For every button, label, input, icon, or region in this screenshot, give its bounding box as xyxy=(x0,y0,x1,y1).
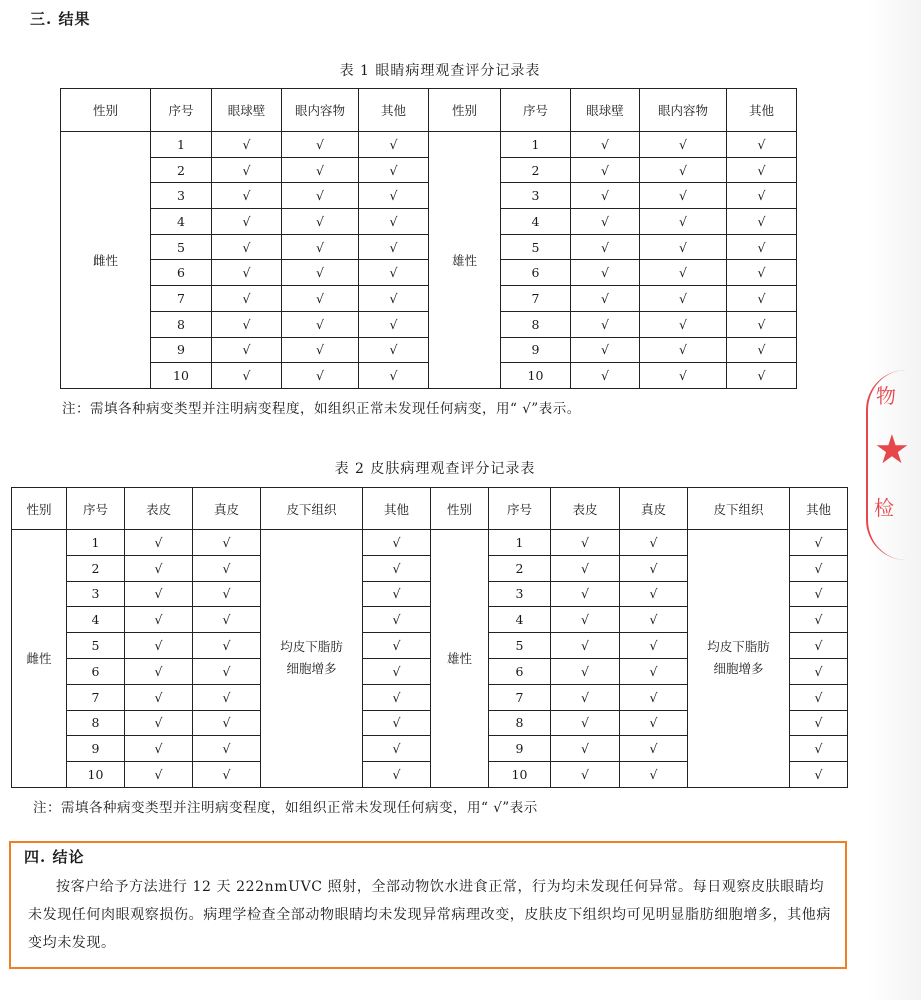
table2-header-epidermis: 表皮 xyxy=(125,488,193,530)
table1-header-no: 序号 xyxy=(151,89,212,132)
table2-header-no: 序号 xyxy=(489,488,551,530)
check-cell: √ xyxy=(282,234,359,260)
table1-header-eye-contents: 眼内容物 xyxy=(282,89,359,132)
seal-char-bottom: 检 xyxy=(874,496,894,520)
row-number-cell: 4 xyxy=(151,209,212,235)
check-cell: √ xyxy=(640,260,727,286)
sex-cell: 雌性 xyxy=(61,132,151,389)
table1-header-sex: 性别 xyxy=(429,89,501,132)
row-number-cell: 9 xyxy=(489,736,551,762)
check-cell: √ xyxy=(727,209,797,235)
check-cell: √ xyxy=(282,286,359,312)
check-cell: √ xyxy=(363,658,431,684)
check-cell: √ xyxy=(551,555,620,581)
check-cell: √ xyxy=(640,157,727,183)
check-cell: √ xyxy=(551,633,620,659)
check-cell: √ xyxy=(620,684,688,710)
row-number-cell: 3 xyxy=(67,581,125,607)
row-number-cell: 8 xyxy=(151,311,212,337)
check-cell: √ xyxy=(790,658,848,684)
check-cell: √ xyxy=(790,633,848,659)
row-number-cell: 4 xyxy=(501,209,571,235)
row-number-cell: 1 xyxy=(151,132,212,158)
check-cell: √ xyxy=(125,530,193,556)
check-cell: √ xyxy=(551,581,620,607)
check-cell: √ xyxy=(571,234,640,260)
check-cell: √ xyxy=(193,581,261,607)
check-cell: √ xyxy=(193,710,261,736)
row-number-cell: 3 xyxy=(489,581,551,607)
check-cell: √ xyxy=(193,684,261,710)
check-cell: √ xyxy=(212,183,282,209)
check-cell: √ xyxy=(363,762,431,788)
check-cell: √ xyxy=(363,736,431,762)
check-cell: √ xyxy=(282,363,359,389)
check-cell: √ xyxy=(212,157,282,183)
table2-caption: 表 2 皮肤病理观查评分记录表 xyxy=(334,461,536,477)
check-cell: √ xyxy=(125,684,193,710)
check-cell: √ xyxy=(727,286,797,312)
table2-header-row xyxy=(12,488,848,530)
check-cell: √ xyxy=(620,581,688,607)
check-cell: √ xyxy=(125,710,193,736)
table2-note: 注：需填各种病变类型并注明病变程度，如组织正常未发现任何病变，用“ √”表示 xyxy=(33,800,538,816)
check-cell: √ xyxy=(359,234,429,260)
check-cell: √ xyxy=(790,581,848,607)
check-cell: √ xyxy=(193,607,261,633)
row-number-cell: 9 xyxy=(67,736,125,762)
check-cell: √ xyxy=(620,710,688,736)
check-cell: √ xyxy=(640,209,727,235)
check-cell: √ xyxy=(359,157,429,183)
check-cell: √ xyxy=(359,337,429,363)
check-cell: √ xyxy=(282,209,359,235)
check-cell: √ xyxy=(551,710,620,736)
check-cell: √ xyxy=(193,736,261,762)
row-number-cell: 10 xyxy=(151,363,212,389)
check-cell: √ xyxy=(790,710,848,736)
conclusion-heading: 四. 结论 xyxy=(24,848,85,866)
check-cell: √ xyxy=(193,762,261,788)
row-number-cell: 2 xyxy=(67,555,125,581)
check-cell: √ xyxy=(571,363,640,389)
sex-cell: 雄性 xyxy=(429,132,501,389)
check-cell: √ xyxy=(193,658,261,684)
check-cell: √ xyxy=(620,530,688,556)
check-cell: √ xyxy=(551,762,620,788)
conclusion-text: 按客户给予方法进行 12 天 222nmUVC 照射，全部动物饮水进食正常，行为均未发现任何异常。每日观察皮肤眼睛均未发现任何肉眼观察损伤。病理学检查全部动物眼睛均未发现异常病理改变，皮肤皮下组织均可见明显脂肪细胞增多，其他病变均未发现。 xyxy=(28,879,831,951)
row-number-cell: 1 xyxy=(67,530,125,556)
check-cell: √ xyxy=(727,337,797,363)
row-number-cell: 10 xyxy=(501,363,571,389)
check-cell: √ xyxy=(282,183,359,209)
check-cell: √ xyxy=(620,555,688,581)
table1-header-row xyxy=(61,89,797,132)
row-number-cell: 2 xyxy=(501,157,571,183)
check-cell: √ xyxy=(571,209,640,235)
check-cell: √ xyxy=(359,363,429,389)
check-cell: √ xyxy=(571,157,640,183)
row-number-cell: 9 xyxy=(151,337,212,363)
row-number-cell: 10 xyxy=(489,762,551,788)
row-number-cell: 10 xyxy=(67,762,125,788)
check-cell: √ xyxy=(212,260,282,286)
eye-pathology-table xyxy=(60,88,797,389)
table2-header-sex: 性别 xyxy=(12,488,67,530)
check-cell: √ xyxy=(640,363,727,389)
row-number-cell: 7 xyxy=(151,286,212,312)
seal-char-top: 物 xyxy=(876,384,896,408)
table2-header-epidermis: 表皮 xyxy=(551,488,620,530)
row-number-cell: 1 xyxy=(489,530,551,556)
check-cell: √ xyxy=(212,234,282,260)
row-number-cell: 5 xyxy=(151,234,212,260)
seal-star-icon: ★ xyxy=(874,427,910,473)
check-cell: √ xyxy=(212,286,282,312)
table2-header-dermis: 真皮 xyxy=(193,488,261,530)
row-number-cell: 4 xyxy=(489,607,551,633)
check-cell: √ xyxy=(282,157,359,183)
sex-cell: 雄性 xyxy=(431,530,489,788)
table1-header-sex: 性别 xyxy=(61,89,151,132)
check-cell: √ xyxy=(640,234,727,260)
row-number-cell: 5 xyxy=(67,633,125,659)
subcutaneous-finding-cell: 均皮下脂肪细胞增多 xyxy=(261,530,363,788)
row-number-cell: 6 xyxy=(151,260,212,286)
table1-header-no: 序号 xyxy=(501,89,571,132)
check-cell: √ xyxy=(640,286,727,312)
check-cell: √ xyxy=(359,311,429,337)
check-cell: √ xyxy=(363,607,431,633)
row-number-cell: 5 xyxy=(501,234,571,260)
table1-header-other: 其他 xyxy=(727,89,797,132)
table1-header-eye-contents: 眼内容物 xyxy=(640,89,727,132)
table2-header-sex: 性别 xyxy=(431,488,489,530)
table1-caption: 表 1 眼睛病理观查评分记录表 xyxy=(339,63,541,79)
check-cell: √ xyxy=(571,260,640,286)
row-number-cell: 8 xyxy=(67,710,125,736)
row-number-cell: 6 xyxy=(501,260,571,286)
check-cell: √ xyxy=(727,132,797,158)
check-cell: √ xyxy=(727,234,797,260)
check-cell: √ xyxy=(571,183,640,209)
check-cell: √ xyxy=(282,132,359,158)
skin-pathology-table xyxy=(11,487,848,788)
table1-note: 注：需填各种病变类型并注明病变程度，如组织正常未发现任何病变，用“ √”表示。 xyxy=(62,401,581,417)
check-cell: √ xyxy=(212,337,282,363)
check-cell: √ xyxy=(282,311,359,337)
row-number-cell: 6 xyxy=(67,658,125,684)
row-number-cell: 7 xyxy=(67,684,125,710)
check-cell: √ xyxy=(125,633,193,659)
check-cell: √ xyxy=(212,132,282,158)
check-cell: √ xyxy=(212,311,282,337)
table1-header-eyewall: 眼球壁 xyxy=(212,89,282,132)
check-cell: √ xyxy=(359,260,429,286)
check-cell: √ xyxy=(363,530,431,556)
check-cell: √ xyxy=(363,581,431,607)
check-cell: √ xyxy=(125,581,193,607)
table-row xyxy=(12,530,848,556)
check-cell: √ xyxy=(640,337,727,363)
check-cell: √ xyxy=(359,286,429,312)
check-cell: √ xyxy=(363,633,431,659)
check-cell: √ xyxy=(790,530,848,556)
check-cell: √ xyxy=(571,337,640,363)
check-cell: √ xyxy=(282,337,359,363)
row-number-cell: 2 xyxy=(151,157,212,183)
check-cell: √ xyxy=(359,209,429,235)
table2-header-other: 其他 xyxy=(790,488,848,530)
check-cell: √ xyxy=(212,209,282,235)
check-cell: √ xyxy=(193,633,261,659)
check-cell: √ xyxy=(727,363,797,389)
check-cell: √ xyxy=(359,183,429,209)
check-cell: √ xyxy=(727,183,797,209)
row-number-cell: 6 xyxy=(489,658,551,684)
row-number-cell: 4 xyxy=(67,607,125,633)
subcutaneous-finding-cell: 均皮下脂肪细胞增多 xyxy=(688,530,790,788)
check-cell: √ xyxy=(727,260,797,286)
table2-header-subcutaneous: 皮下组织 xyxy=(261,488,363,530)
check-cell: √ xyxy=(125,555,193,581)
row-number-cell: 9 xyxy=(501,337,571,363)
check-cell: √ xyxy=(551,607,620,633)
table2-header-subcutaneous: 皮下组织 xyxy=(688,488,790,530)
check-cell: √ xyxy=(727,157,797,183)
check-cell: √ xyxy=(620,658,688,684)
check-cell: √ xyxy=(363,555,431,581)
row-number-cell: 8 xyxy=(501,311,571,337)
check-cell: √ xyxy=(193,555,261,581)
check-cell: √ xyxy=(620,607,688,633)
row-number-cell: 7 xyxy=(489,684,551,710)
table-row xyxy=(61,132,797,158)
check-cell: √ xyxy=(125,762,193,788)
table1-header-eyewall: 眼球壁 xyxy=(571,89,640,132)
row-number-cell: 8 xyxy=(489,710,551,736)
check-cell: √ xyxy=(571,311,640,337)
check-cell: √ xyxy=(640,132,727,158)
check-cell: √ xyxy=(620,633,688,659)
row-number-cell: 3 xyxy=(501,183,571,209)
check-cell: √ xyxy=(212,363,282,389)
check-cell: √ xyxy=(790,684,848,710)
check-cell: √ xyxy=(363,684,431,710)
check-cell: √ xyxy=(363,710,431,736)
check-cell: √ xyxy=(193,530,261,556)
check-cell: √ xyxy=(551,658,620,684)
check-cell: √ xyxy=(125,607,193,633)
check-cell: √ xyxy=(551,684,620,710)
check-cell: √ xyxy=(551,530,620,556)
row-number-cell: 1 xyxy=(501,132,571,158)
check-cell: √ xyxy=(790,736,848,762)
row-number-cell: 2 xyxy=(489,555,551,581)
row-number-cell: 3 xyxy=(151,183,212,209)
check-cell: √ xyxy=(640,183,727,209)
check-cell: √ xyxy=(790,607,848,633)
check-cell: √ xyxy=(620,736,688,762)
check-cell: √ xyxy=(790,555,848,581)
check-cell: √ xyxy=(282,260,359,286)
check-cell: √ xyxy=(640,311,727,337)
sex-cell: 雌性 xyxy=(12,530,67,788)
check-cell: √ xyxy=(620,762,688,788)
check-cell: √ xyxy=(359,132,429,158)
check-cell: √ xyxy=(790,762,848,788)
check-cell: √ xyxy=(125,658,193,684)
table2-header-dermis: 真皮 xyxy=(620,488,688,530)
check-cell: √ xyxy=(125,736,193,762)
table2-header-other: 其他 xyxy=(363,488,431,530)
row-number-cell: 5 xyxy=(489,633,551,659)
check-cell: √ xyxy=(551,736,620,762)
check-cell: √ xyxy=(727,311,797,337)
check-cell: √ xyxy=(571,132,640,158)
row-number-cell: 7 xyxy=(501,286,571,312)
table2-header-no: 序号 xyxy=(67,488,125,530)
table1-header-other: 其他 xyxy=(359,89,429,132)
check-cell: √ xyxy=(571,286,640,312)
results-heading: 三. 结果 xyxy=(30,10,91,28)
